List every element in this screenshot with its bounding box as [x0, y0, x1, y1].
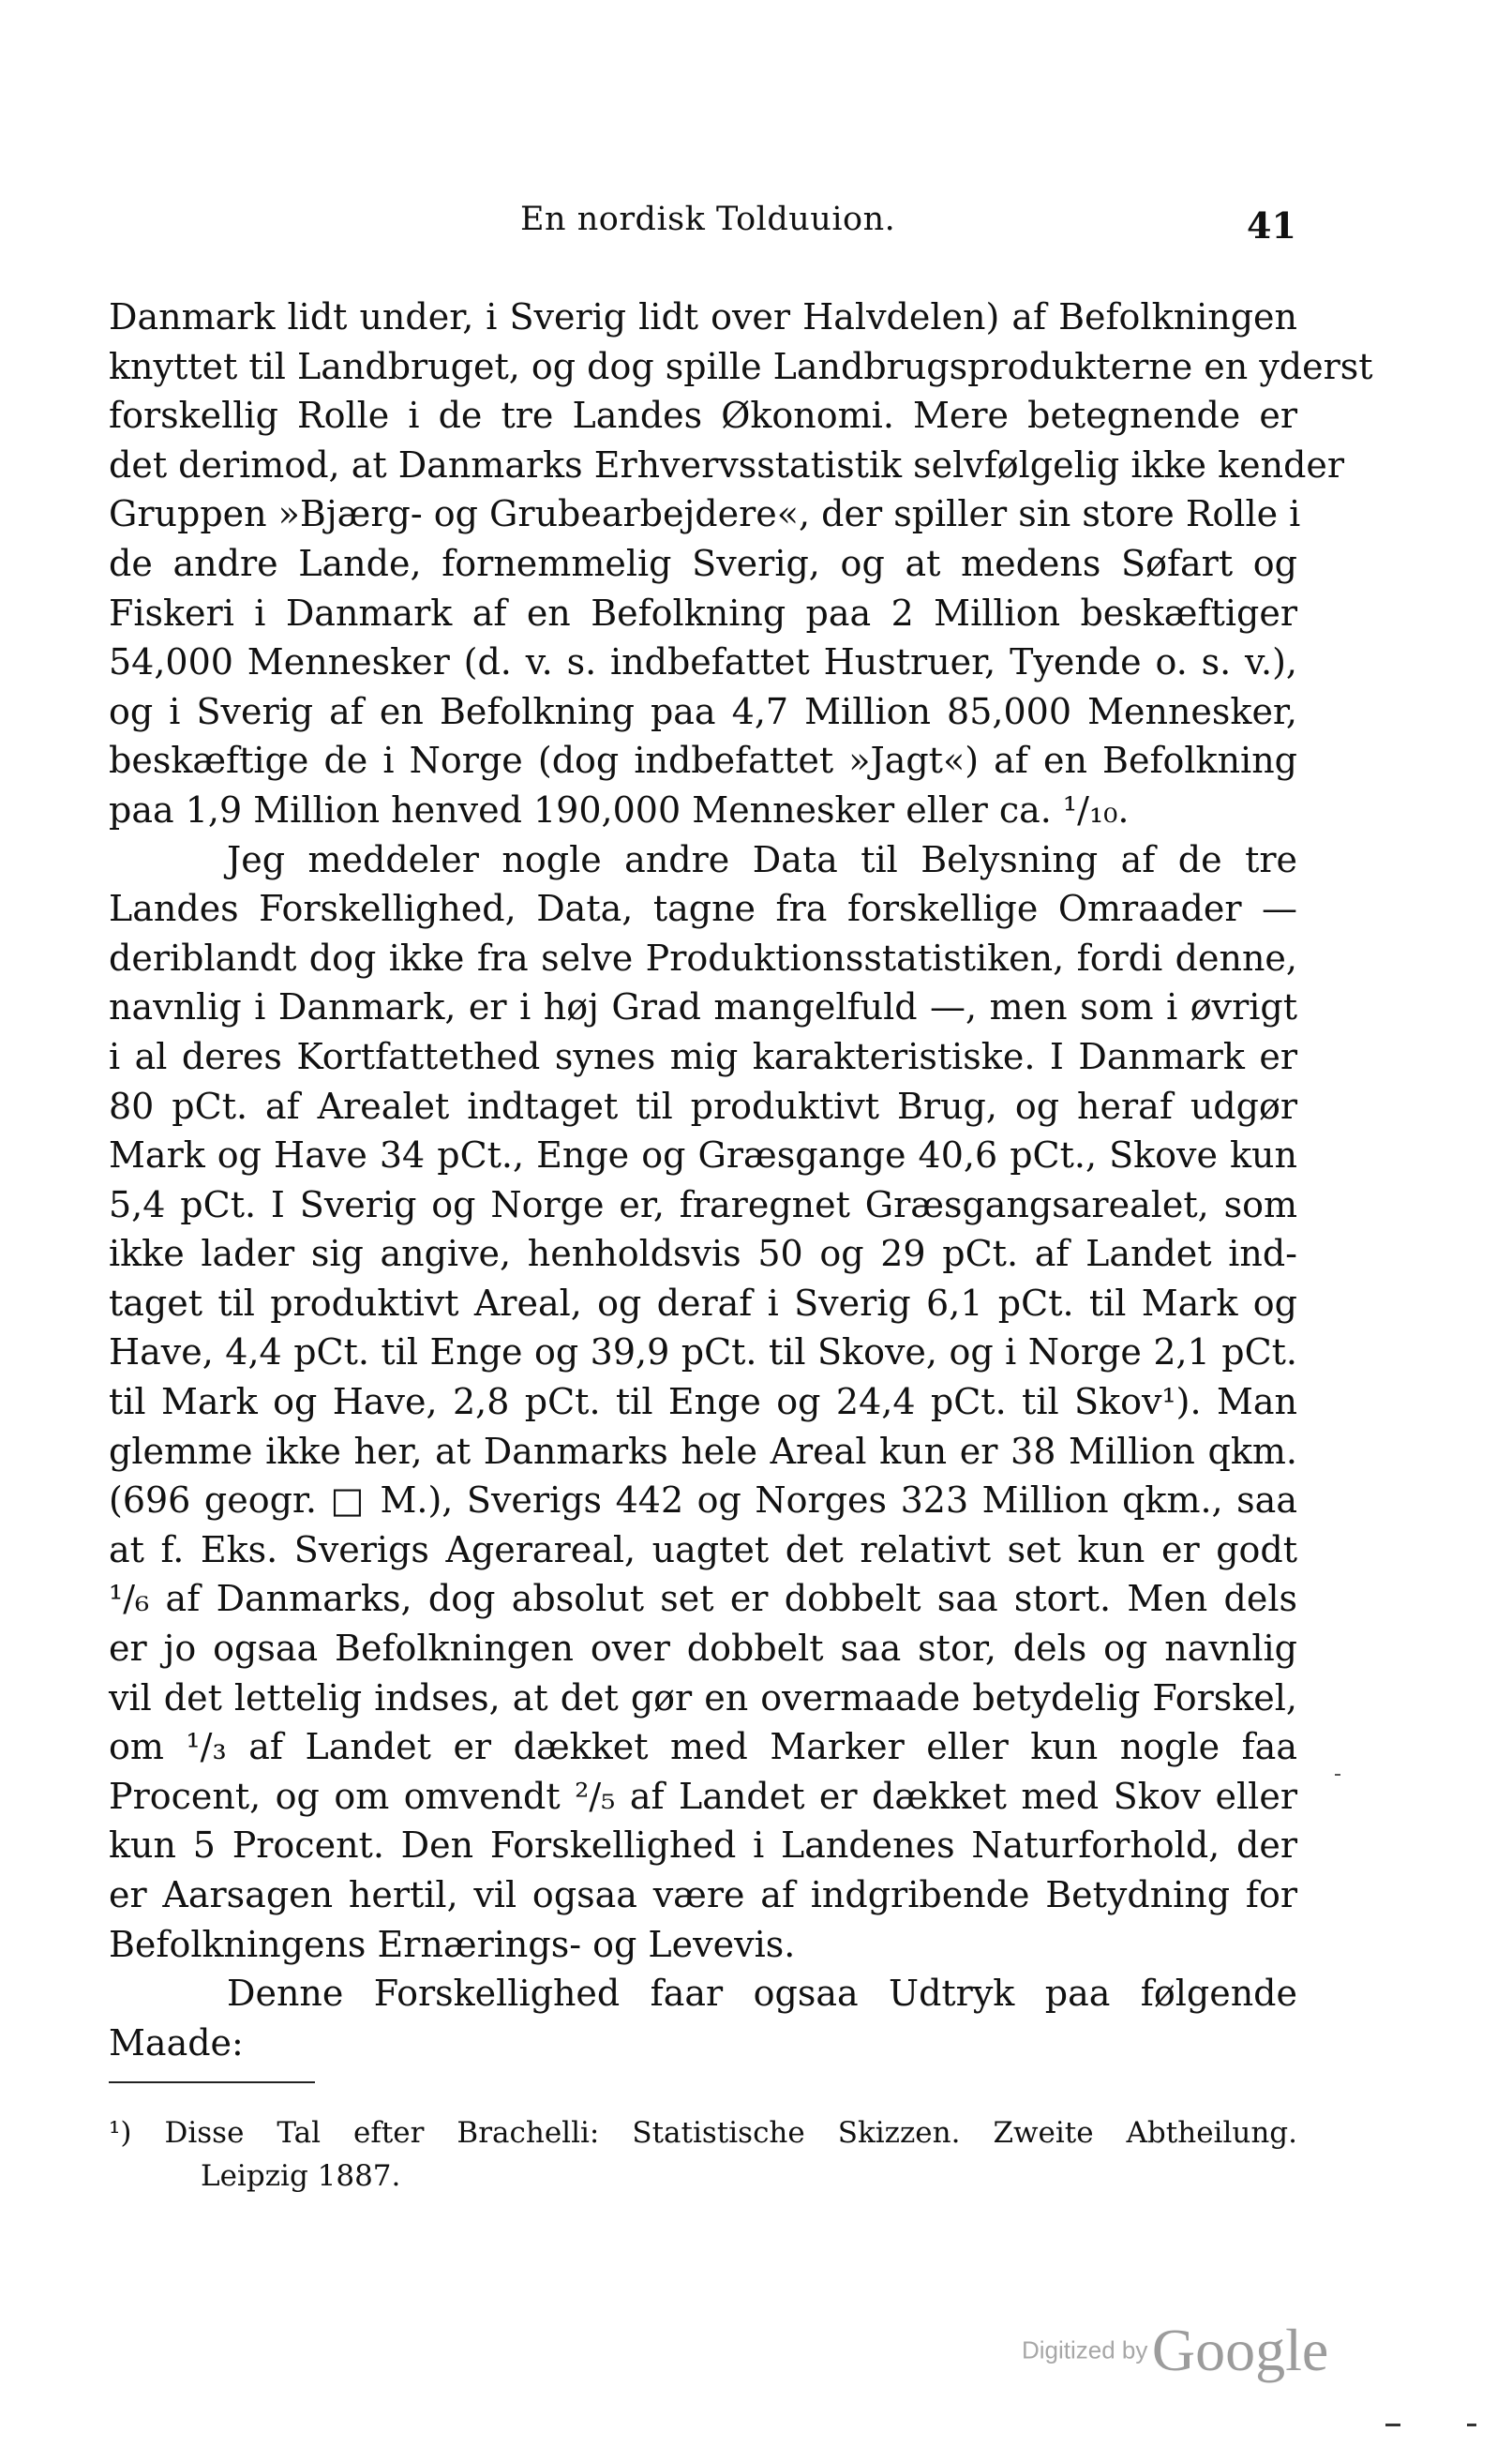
- text-line: til Mark og Have, 2,8 pCt. til Enge og 24,4 pCt. til Skov¹). Man: [109, 1381, 1297, 1423]
- text-line: navnlig i Danmark, er i høj Grad mangelfuld —, men som i øvrigt: [109, 986, 1297, 1028]
- footnote-line: ¹) Disse Tal efter Brachelli: Statistische Skizzen. Zweite Abtheilung.: [109, 2116, 1297, 2150]
- text-line: om ¹/₃ af Landet er dækket med Marker eller kun nogle faa: [109, 1726, 1297, 1768]
- watermark-logo: Google: [1151, 2317, 1329, 2383]
- text-line: Have, 4,4 pCt. til Enge og 39,9 pCt. til Skove, og i Norge 2,1 pCt.: [109, 1331, 1297, 1374]
- text-line: at f. Eks. Sverigs Agerareal, uagtet det relativt set kun er godt: [109, 1528, 1297, 1570]
- text-line: Befolkningens Ernærings- og Levevis.: [109, 1923, 796, 1965]
- text-line: kun 5 Procent. Den Forskellighed i Landenes Naturforhold, der: [109, 1824, 1297, 1867]
- text-line: Gruppen »Bjærg- og Grubearbejdere«, der spiller sin store Rolle i: [109, 493, 1301, 535]
- text-line: er jo ogsaa Befolkningen over dobbelt saa stor, dels og navnlig: [109, 1628, 1297, 1670]
- text-line: Fiskeri i Danmark af en Befolkning paa 2 Million beskæftiger: [109, 592, 1297, 634]
- text-line: er Aarsagen hertil, vil ogsaa være af indgribende Betydning for: [109, 1874, 1297, 1915]
- text-line: i al deres Kortfattethed synes mig karakteristiske. I Danmark er: [109, 1035, 1297, 1077]
- text-line: Danmark lidt under, i Sverig lidt over Halvdelen) af Befolkningen: [109, 296, 1297, 338]
- text-line: vil det lettelig indses, at det gør en overmaade betydelig Forskel,: [109, 1676, 1297, 1719]
- text-line: de andre Lande, fornemmelig Sverig, og at medens Søfart og: [109, 542, 1297, 584]
- scan-mark: [1385, 2424, 1400, 2426]
- text-line: ikke lader sig angive, henholdsvis 50 og 29 pCt. af Landet ind-: [109, 1233, 1297, 1275]
- paragraph-start-line: Jeg meddeler nogle andre Data til Belysning af de tre: [227, 838, 1297, 880]
- text-line: 54,000 Mennesker (d. v. s. indbefattet Hustruer, Tyende o. s. v.),: [109, 641, 1297, 683]
- watermark-prefix: Digitized by: [1022, 2335, 1148, 2364]
- text-line: 5,4 pCt. I Sverig og Norge er, fraregnet Græsgangsarealet, som: [109, 1183, 1297, 1225]
- footnote-divider: [109, 2081, 315, 2083]
- text-line: Mark og Have 34 pCt., Enge og Græsgange 40,6 pCt., Skove kun: [109, 1134, 1297, 1177]
- footnote-line: Leipzig 1887.: [201, 2159, 401, 2193]
- text-line: Landes Forskellighed, Data, tagne fra forskellige Omraader —: [109, 888, 1297, 930]
- text-line: og i Sverig af en Befolkning paa 4,7 Million 85,000 Mennesker,: [109, 690, 1297, 732]
- footnote: [109, 2111, 1297, 2198]
- text-line: forskellig Rolle i de tre Landes Økonomi. Mere betegnende er: [109, 395, 1297, 437]
- text-line: taget til produktivt Areal, og deraf i Sverig 6,1 pCt. til Mark og: [109, 1282, 1297, 1324]
- text-line: Procent, og om omvendt ²/₅ af Landet er dækket med Skov eller: [109, 1775, 1297, 1817]
- text-line: Maade:: [109, 2021, 244, 2064]
- margin-mark: [1335, 1774, 1340, 1776]
- running-title: En nordisk Tolduuion.: [520, 201, 896, 238]
- text-line: 80 pCt. af Arealet indtaget til produktivt Brug, og heraf udgør: [109, 1085, 1297, 1127]
- text-line: knyttet til Landbruget, og dog spille Landbrugsprodukterne en yderst: [109, 345, 1373, 387]
- text-line: det derimod, at Danmarks Erhvervsstatistik selvfølgelig ikke kender: [109, 443, 1345, 486]
- text-line: glemme ikke her, at Danmarks hele Areal kun er 38 Million qkm.: [109, 1430, 1297, 1472]
- text-line: ¹/₆ af Danmarks, dog absolut set er dobbelt saa stort. Men dels: [109, 1578, 1297, 1620]
- text-line: (696 geogr. □ M.), Sverigs 442 og Norges 323 Million qkm., saa: [109, 1479, 1297, 1522]
- page-number: 41: [1247, 204, 1296, 247]
- text-line: paa 1,9 Million henved 190,000 Mennesker eller ca. ¹/₁₀.: [109, 788, 1130, 831]
- text-line: beskæftige de i Norge (dog indbefattet »Jagt«) af en Befolkning: [109, 740, 1297, 782]
- digitization-watermark: [1022, 2316, 1328, 2385]
- body-text: [109, 293, 1373, 2067]
- page-header: [0, 201, 1512, 257]
- paragraph-start-line: Denne Forskellighed faar ogsaa Udtryk paa følgende: [227, 1973, 1297, 2015]
- scan-mark: [1467, 2424, 1476, 2426]
- text-line: deriblandt dog ikke fra selve Produktionsstatistiken, fordi denne,: [109, 937, 1297, 979]
